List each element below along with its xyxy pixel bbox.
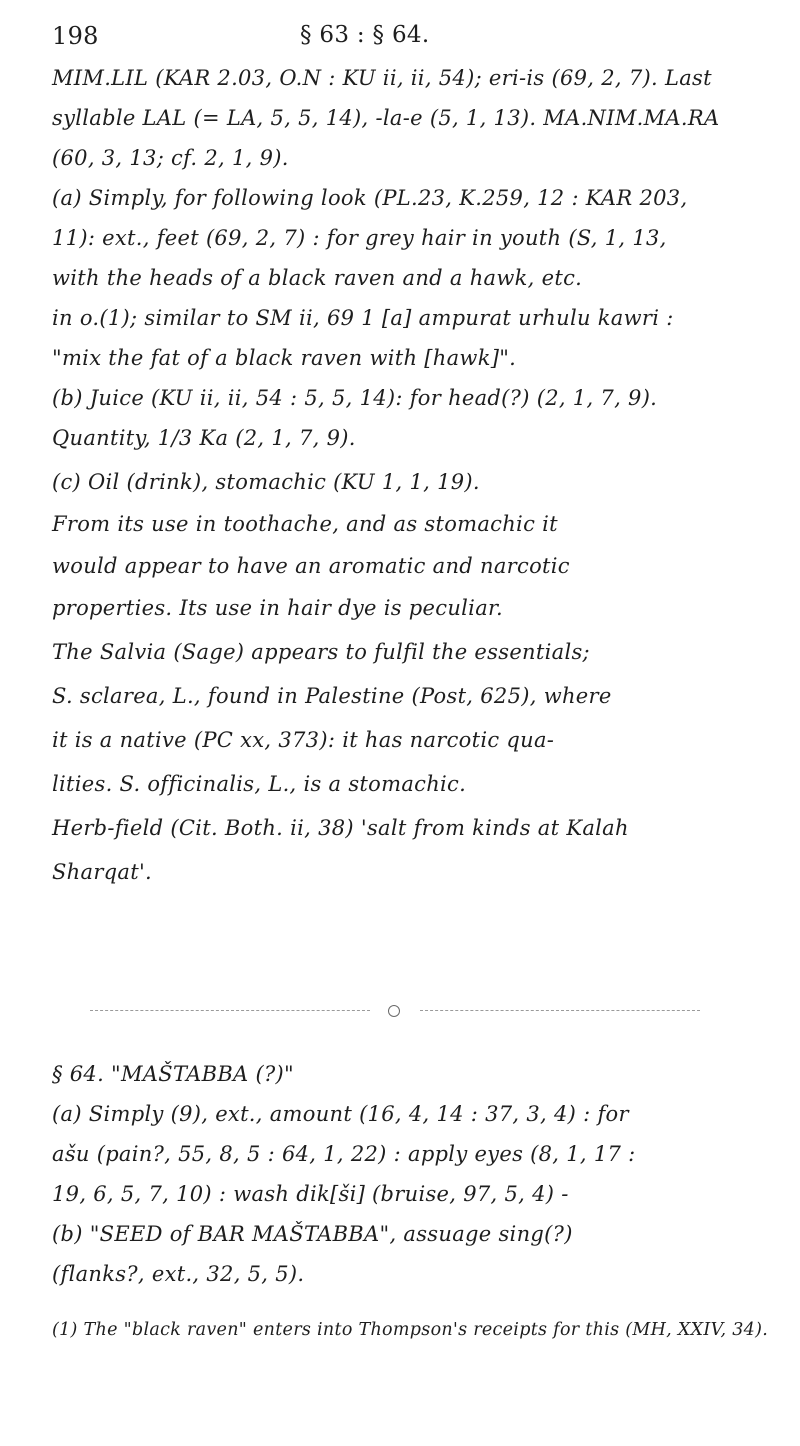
- text-line: (60, 3, 13; cf. 2, 1, 9).: [52, 146, 289, 170]
- text-line: lities. S. officinalis, L., is a stomachic.: [52, 772, 467, 796]
- text-line: Sharqat'.: [52, 860, 153, 884]
- text-line: it is a native (PC xx, 373): it has narcotic qua-: [52, 728, 555, 752]
- text-line: properties. Its use in hair dye is peculiar.: [52, 596, 504, 620]
- divider-rule-left: [90, 1010, 370, 1011]
- text-line: (a) Simply, for following look (PL.23, K.259, 12 : KAR 203,: [52, 186, 688, 210]
- text-line: MIM.LIL (KAR 2.03, O.N : KU ii, ii, 54); eri-is (69, 2, 7). Last: [52, 66, 712, 90]
- text-line: (b) Juice (KU ii, ii, 54 : 5, 5, 14): for head(?) (2, 1, 7, 9).: [52, 386, 658, 410]
- text-line: would appear to have an aromatic and narcotic: [52, 554, 570, 578]
- text-line: (flanks?, ext., 32, 5, 5).: [52, 1262, 305, 1286]
- text-line: 11): ext., feet (69, 2, 7) : for grey hair in youth (S, 1, 13,: [52, 226, 667, 250]
- text-line: S. sclarea, L., found in Palestine (Post, 625), where: [52, 684, 612, 708]
- section-divider: [90, 1005, 700, 1015]
- divider-circle: [388, 1005, 400, 1017]
- text-line: 19, 6, 5, 7, 10) : wash dik[ši] (bruise, 97, 5, 4) -: [52, 1182, 569, 1206]
- section-heading: § 64. "MAŠTABBA (?)": [52, 1062, 294, 1086]
- text-line: (a) Simply (9), ext., amount (16, 4, 14 : 37, 3, 4) : for: [52, 1102, 629, 1126]
- text-line: (c) Oil (drink), stomachic (KU 1, 1, 19).: [52, 470, 480, 494]
- text-line: (b) "SEED of BAR MAŠTABBA", assuage sing(?): [52, 1222, 573, 1246]
- text-line: The Salvia (Sage) appears to fulfil the essentials;: [52, 640, 590, 664]
- text-line: From its use in toothache, and as stomachic it: [52, 512, 558, 536]
- footnote: (1) The "black raven" enters into Thompson's receipts for this (MH, XXIV, 34).: [52, 1320, 769, 1340]
- section-reference: § 63 : § 64.: [300, 22, 430, 48]
- text-line: "mix the fat of a black raven with [hawk]".: [52, 346, 517, 370]
- page-number: 198: [52, 22, 99, 50]
- text-line: Herb-field (Cit. Both. ii, 38) 'salt from kinds at Kalah: [52, 816, 629, 840]
- divider-rule-right: [420, 1010, 700, 1011]
- text-line: Quantity, 1/3 Ka (2, 1, 7, 9).: [52, 426, 356, 450]
- text-line: with the heads of a black raven and a hawk, etc.: [52, 266, 583, 290]
- text-line: in o.(1); similar to SM ii, 69 1 [a] ampurat urhulu kawri :: [52, 306, 674, 330]
- text-line: syllable LAL (= LA, 5, 5, 14), -la-e (5, 1, 13). MA.NIM.MA.RA: [52, 106, 720, 130]
- text-line: ašu (pain?, 55, 8, 5 : 64, 1, 22) : apply eyes (8, 1, 17 :: [52, 1142, 636, 1166]
